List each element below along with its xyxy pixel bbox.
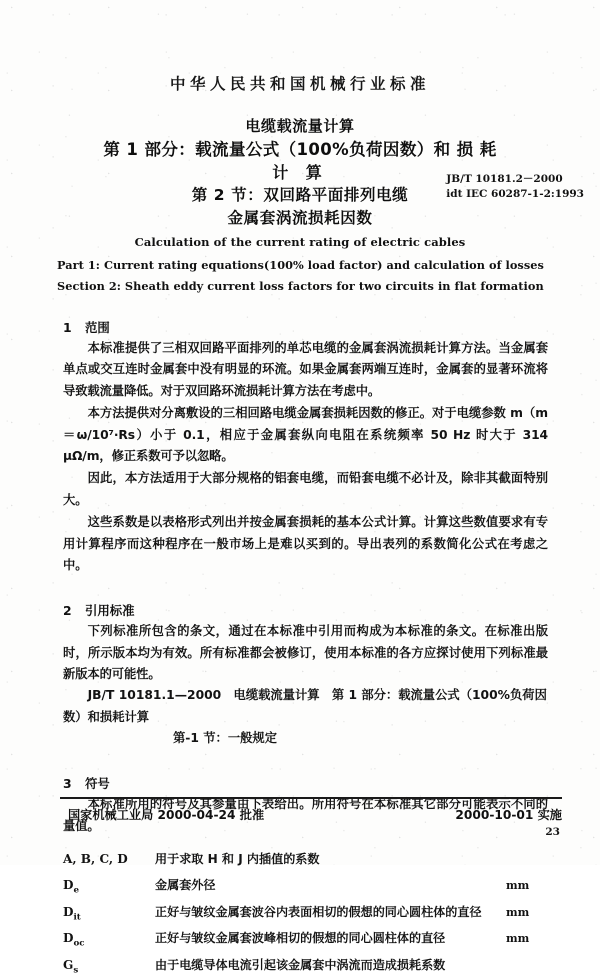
symbol-description: 正好与皱纹金属套波谷内表面相切的假想的同心圆柱体的直径 xyxy=(155,904,482,919)
normative-reference-main: JB/T 10181.1—2000 电缆载流量计算 第 1 部分：载流量公式（100%负荷因数）和损耗计算 xyxy=(63,688,547,724)
english-title-part: Part 1: Current rating equations(100% load factor) and calculation of losses xyxy=(57,258,544,272)
normative-reference-sub: 第-1 节：一般规定 xyxy=(173,731,278,746)
table-row xyxy=(63,952,548,979)
symbol-unit xyxy=(506,952,548,979)
clause-heading-2 xyxy=(63,601,548,619)
body-wrapper xyxy=(63,318,548,979)
standard-equivalence: idt IEC 60287-1-2:1993 xyxy=(446,188,584,201)
symbol-description: 用于求取 H 和 J 内插值的系数 xyxy=(155,851,320,866)
symbol-base: G xyxy=(63,957,74,972)
footer xyxy=(68,806,562,823)
symbol-description: 正好与皱纹金属套波峰相切的假想的同心圆柱体的直径 xyxy=(155,931,446,946)
symbol-subscript: s xyxy=(73,965,79,976)
english-title-section: Section 2: Sheath eddy current loss factors for two circuits in flat formation xyxy=(57,279,544,293)
symbol-cell xyxy=(63,952,155,979)
symbol-unit: mm xyxy=(506,932,530,946)
clause-title-1: 范围 xyxy=(85,320,110,335)
clause-number-2: 2 xyxy=(63,603,72,619)
symbol-description: 由于电缆导体电流引起该金属套中涡流而造成损耗系数 xyxy=(155,957,446,972)
table-row xyxy=(63,926,548,953)
symbol-cell xyxy=(63,899,155,926)
clause-2-paragraph-1: 下列标准所包含的条文，通过在本标准中引用而构成为本标准的条文。在标准出版时，所示版本均为有效。所有标准都会被修订，使用本标准的各方应探讨使用下列标准最新版本的可能性。 xyxy=(63,624,548,682)
symbol-description: 金属套外径 xyxy=(155,878,216,893)
masthead-title: 中华人民共和国机械行业标准 xyxy=(169,75,430,93)
title-line-1: 电缆载流量计算 xyxy=(245,117,355,135)
clause-1-paragraph-4: 这些系数是以表格形式列出并按金属套损耗的基本公式计算。计算这些数值要求有专用计算程序而这种程序在一般市场上是难以买到的。导出表列的系数简化公式在考虑之中。 xyxy=(63,515,548,572)
clause-title-2: 引用标准 xyxy=(85,603,135,619)
symbol-unit: mm xyxy=(506,905,530,919)
table-row xyxy=(63,846,548,873)
clause-3-paragraph-1: 本标准所用的符号及其参量由下表给出。所用符号在本标准其它部分可能表示不同的量值。 xyxy=(63,797,548,833)
symbol-table xyxy=(63,846,548,979)
clause-heading-3 xyxy=(63,774,548,792)
title-line-3: 计 算 xyxy=(272,163,328,183)
symbol-cell xyxy=(63,873,155,900)
symbol-subscript: it xyxy=(73,912,81,923)
footer-divider xyxy=(60,797,562,799)
title-line-4: 第 2 节：双回路平面排列电缆 xyxy=(191,186,409,205)
page-number: 23 xyxy=(545,826,560,838)
symbol-subscript: e xyxy=(73,885,80,896)
footer-approval: 国家机械工业局 2000-04-24 批准 xyxy=(68,808,265,822)
symbol-base: D xyxy=(63,878,74,893)
title-line-5: 金属套涡流损耗因数 xyxy=(227,208,373,227)
clause-1-paragraph-1: 本标准提供了三相双回路平面排列的单芯电缆的金属套涡流损耗计算方法。当金属套单点或交互连时金属套中没有明显的环流。如果金属套两端互连时，金属套的显著环流将导致载流量降低。对于双回路环流损耗计算方法在考虑中。 xyxy=(63,341,548,398)
standard-code-block xyxy=(446,172,584,202)
clause-number-1: 1 xyxy=(63,320,72,335)
clause-heading-1 xyxy=(63,318,548,336)
symbol-cell xyxy=(63,846,155,873)
english-title-main: Calculation of the current rating of electric cables xyxy=(134,235,466,249)
clause-title-3: 符号 xyxy=(85,776,110,792)
clause-number-3: 3 xyxy=(63,776,72,792)
english-title-block xyxy=(0,235,600,293)
title-block xyxy=(0,116,600,229)
table-row xyxy=(63,873,548,900)
clause-1-paragraph-3: 因此，本方法适用于大部分规格的铝套电缆，而铅套电缆不必计及，除非其截面特别大。 xyxy=(63,471,548,507)
symbol-base: D xyxy=(63,904,74,919)
standard-code: JB/T 10181.2－2000 xyxy=(446,173,563,185)
symbol-base: A, B, C, D xyxy=(63,851,128,866)
symbol-unit: mm xyxy=(506,879,530,893)
clause-1-paragraph-2: 本方法提供对分离敷设的三相回路电缆金属套损耗因数的修正。对于电缆参数 m（m＝ω/10⁷·Rs）小于 0.1，相应于金属套纵向电阻在系统频率 50 Hz 时大于 314 μΩ/m，修正系数可予以忽略。 xyxy=(63,406,548,463)
symbol-cell xyxy=(63,926,155,953)
title-line-2: 第 1 部分：载流量公式（100%负荷因数）和 损 耗 xyxy=(103,139,497,159)
symbol-subscript: oc xyxy=(73,938,85,949)
symbol-base: D xyxy=(63,931,74,946)
symbol-unit xyxy=(506,846,548,873)
footer-implementation: 2000-10-01 实施 xyxy=(455,808,562,822)
table-row xyxy=(63,899,548,926)
